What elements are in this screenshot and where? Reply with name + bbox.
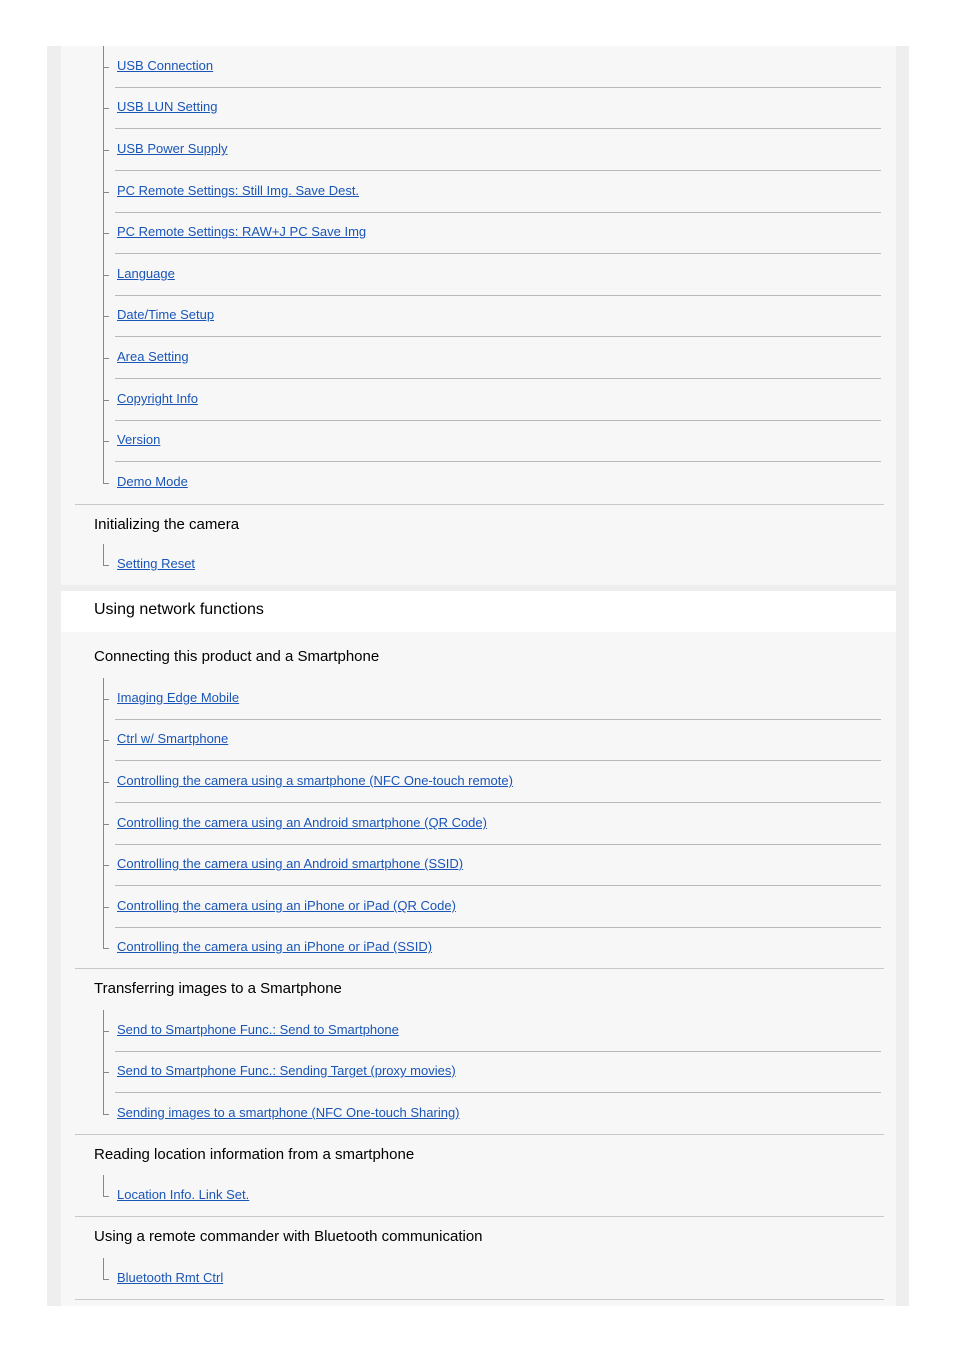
tree-branch bbox=[103, 1114, 109, 1115]
toc-link[interactable]: USB LUN Setting bbox=[117, 99, 218, 114]
group-title: Using a remote commander with Bluetooth communication bbox=[94, 1228, 483, 1245]
toc-link[interactable]: USB Power Supply bbox=[117, 141, 228, 156]
tree-branch bbox=[103, 358, 109, 359]
item-divider bbox=[115, 170, 881, 171]
toc-link[interactable]: Demo Mode bbox=[117, 474, 188, 489]
item-divider bbox=[115, 461, 881, 462]
toc-link[interactable]: Controlling the camera using a smartphone (NFC One-touch remote) bbox=[117, 773, 513, 788]
item-divider bbox=[115, 719, 881, 720]
tree-branch bbox=[103, 565, 109, 566]
item-divider bbox=[115, 844, 881, 845]
group-divider bbox=[75, 504, 884, 505]
group-divider bbox=[75, 1134, 884, 1135]
tree-branch bbox=[103, 192, 109, 193]
toc-link[interactable]: Version bbox=[117, 432, 161, 447]
toc-link[interactable]: Date/Time Setup bbox=[117, 307, 215, 322]
item-divider bbox=[115, 128, 881, 129]
tree-branch bbox=[103, 948, 109, 949]
tree-branch bbox=[103, 1031, 109, 1032]
tree-branch bbox=[103, 824, 109, 825]
group-title: Transferring images to a Smartphone bbox=[94, 980, 342, 997]
tree-branch bbox=[103, 441, 109, 442]
toc-link[interactable]: Controlling the camera using an Android smartphone (QR Code) bbox=[117, 815, 487, 830]
toc-link[interactable]: Controlling the camera using an iPhone or iPad (QR Code) bbox=[117, 898, 456, 913]
item-divider bbox=[115, 760, 881, 761]
tree-branch bbox=[103, 782, 109, 783]
tree-branch bbox=[103, 1279, 109, 1280]
toc-link[interactable]: Send to Smartphone Func.: Sending Target (proxy movies) bbox=[117, 1063, 456, 1078]
group-divider bbox=[75, 968, 884, 969]
tree-branch bbox=[103, 1072, 109, 1073]
toc-link[interactable]: Area Setting bbox=[117, 349, 189, 364]
group-divider bbox=[75, 1299, 884, 1300]
toc-link[interactable]: Sending images to a smartphone (NFC One-touch Sharing) bbox=[117, 1105, 460, 1120]
item-divider bbox=[115, 336, 881, 337]
tree-branch bbox=[103, 740, 109, 741]
tree-line bbox=[103, 46, 104, 483]
item-divider bbox=[115, 802, 881, 803]
tree-branch bbox=[103, 150, 109, 151]
tree-branch bbox=[103, 907, 109, 908]
toc-link[interactable]: Setting Reset bbox=[117, 556, 196, 571]
toc-link[interactable]: USB Connection bbox=[117, 58, 214, 73]
item-divider bbox=[115, 212, 881, 213]
item-divider bbox=[115, 87, 881, 88]
toc-link[interactable]: PC Remote Settings: RAW+J PC Save Img bbox=[117, 224, 367, 239]
tree-line bbox=[103, 1175, 104, 1196]
tree-line bbox=[103, 544, 104, 565]
tree-branch bbox=[103, 483, 109, 484]
tree-branch bbox=[103, 233, 109, 234]
tree-line bbox=[103, 1258, 104, 1279]
group-title: Initializing the camera bbox=[94, 516, 240, 533]
group-title: Connecting this product and a Smartphone bbox=[94, 648, 380, 665]
toc-link[interactable]: Send to Smartphone Func.: Send to Smartphone bbox=[117, 1022, 399, 1037]
item-divider bbox=[115, 927, 881, 928]
tree-branch bbox=[103, 275, 109, 276]
item-divider bbox=[115, 253, 881, 254]
toc-link[interactable]: Controlling the camera using an Android smartphone (SSID) bbox=[117, 856, 464, 871]
section-title: Using network functions bbox=[94, 601, 264, 618]
item-divider bbox=[115, 885, 881, 886]
toc-link[interactable]: Controlling the camera using an iPhone or iPad (SSID) bbox=[117, 939, 433, 954]
toc-link[interactable]: PC Remote Settings: Still Img. Save Dest. bbox=[117, 183, 360, 198]
tree-branch bbox=[103, 1196, 109, 1197]
tree-branch bbox=[103, 67, 109, 68]
tree-branch bbox=[103, 400, 109, 401]
tree-branch bbox=[103, 699, 109, 700]
tree-branch bbox=[103, 316, 109, 317]
toc-link[interactable]: Bluetooth Rmt Ctrl bbox=[117, 1270, 224, 1285]
item-divider bbox=[115, 295, 881, 296]
item-divider bbox=[115, 420, 881, 421]
group-divider bbox=[75, 1216, 884, 1217]
toc-link[interactable]: Ctrl w/ Smartphone bbox=[117, 731, 229, 746]
toc-link[interactable]: Language bbox=[117, 266, 175, 281]
group-title: Reading location information from a smartphone bbox=[94, 1146, 415, 1163]
tree-branch bbox=[103, 865, 109, 866]
item-divider bbox=[115, 378, 881, 379]
toc-link[interactable]: Imaging Edge Mobile bbox=[117, 690, 240, 705]
item-divider bbox=[115, 1051, 881, 1052]
toc-link[interactable]: Copyright Info bbox=[117, 391, 198, 406]
item-divider bbox=[115, 1092, 881, 1093]
tree-line bbox=[103, 1010, 104, 1114]
toc-link[interactable]: Location Info. Link Set. bbox=[117, 1187, 250, 1202]
tree-branch bbox=[103, 108, 109, 109]
